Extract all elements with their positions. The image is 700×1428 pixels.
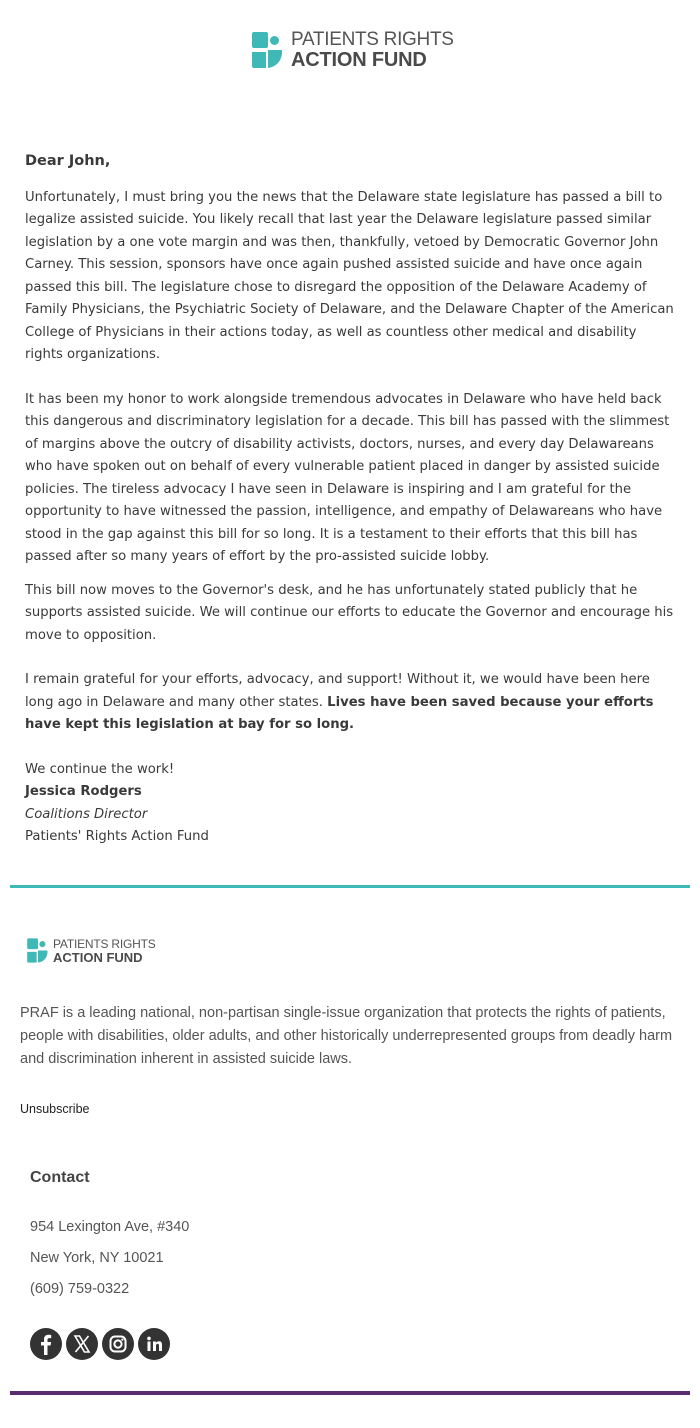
signature-org: Patients' Rights Action Fund	[25, 829, 209, 844]
signature-title: Coalitions Director	[25, 806, 148, 822]
address-line-2: New York, NY 10021	[30, 1250, 164, 1266]
address-line-1: 954 Lexington Ave, #340	[30, 1219, 190, 1235]
phone-number: (609) 759-0322	[30, 1281, 130, 1297]
header-logo[interactable]	[252, 30, 454, 70]
logo-line1: PATIENTS RIGHTS	[291, 29, 454, 50]
about-text: PRAF is a leading national, non-partisan single-issue organization that protects the rights of patients, people with disabilities, older adults, and other historically underrepresented groups from deadly harm and discrimination inherent in assisted suicide laws.	[20, 1005, 673, 1067]
letter-body	[25, 150, 675, 849]
greeting: Dear John,	[25, 153, 111, 169]
closing-line: We continue the work!	[25, 761, 175, 777]
social-links	[30, 1328, 170, 1360]
divider-purple	[10, 1391, 690, 1395]
paragraph-4-text: I remain grateful for your efforts, advocacy, and support! Without it, we would have been here long ago in Delaware and many other states.	[25, 672, 650, 710]
logo-mark-icon	[252, 30, 284, 70]
paragraph-4	[25, 669, 675, 737]
unsubscribe-link[interactable]: Unsubscribe	[20, 1102, 90, 1116]
footer-logo-line1: PATIENTS RIGHTS	[53, 936, 156, 951]
x-icon[interactable]	[66, 1328, 98, 1360]
logo-line2: ACTION FUND	[291, 49, 427, 71]
paragraph-1: Unfortunately, I must bring you the news that the Delaware state legislature has passed a bill to legalize assisted suicide. You likely recall that last year the Delaware legislature passed similar legislation by a one vote margin and was then, thankfully, vetoed by Democratic Governor John Carney. This session, sponsors have once again pushed assisted suicide and have once again passed this bill. The legislature chose to disregard the opposition of the Delaware Academy of Family Physicians, the Psychiatric Society of Delaware, and the Delaware Chapter of the American College of Physicians in their actions today, as well as countless other medical and disability rights organizations.	[25, 189, 674, 362]
footer-logo-line2: ACTION FUND	[53, 949, 143, 965]
facebook-icon[interactable]	[30, 1328, 62, 1360]
paragraph-4-emphasis: Lives have been saved because your efforts have kept this legislation at bay for so long.	[25, 694, 654, 732]
divider-teal	[10, 885, 690, 888]
linkedin-icon[interactable]	[138, 1328, 170, 1360]
paragraph-3: This bill now moves to the Governor's desk, and he has unfortunately stated publicly that he supports assisted suicide. We will continue our efforts to educate the Governor and encourage his move to opposition.	[25, 582, 674, 643]
footer-logo[interactable]	[27, 937, 156, 964]
instagram-icon[interactable]	[102, 1328, 134, 1360]
paragraph-2: It has been my honor to work alongside tremendous advocates in Delaware who have held back this dangerous and discriminatory legislation for a decade. This bill has passed with the slimmest of margins above the outcry of disability activists, doctors, nurses, and every day Delawareans who have spoken out on behalf of every vulnerable patient placed in danger by assisted suicide policies. The tireless advocacy I have seen in Delaware is inspiring and I am grateful for the opportunity to have witnessed the passion, intelligence, and empathy of Delawareans who have stood in the gap against this bill for so long. It is a testament to their efforts that this bill has passed after so many years of effort by the pro-assisted suicide lobby.	[25, 391, 670, 564]
logo-mark-icon	[27, 937, 49, 964]
signature-name: Jessica Rodgers	[25, 784, 142, 799]
contact-heading: Contact	[30, 1169, 90, 1186]
